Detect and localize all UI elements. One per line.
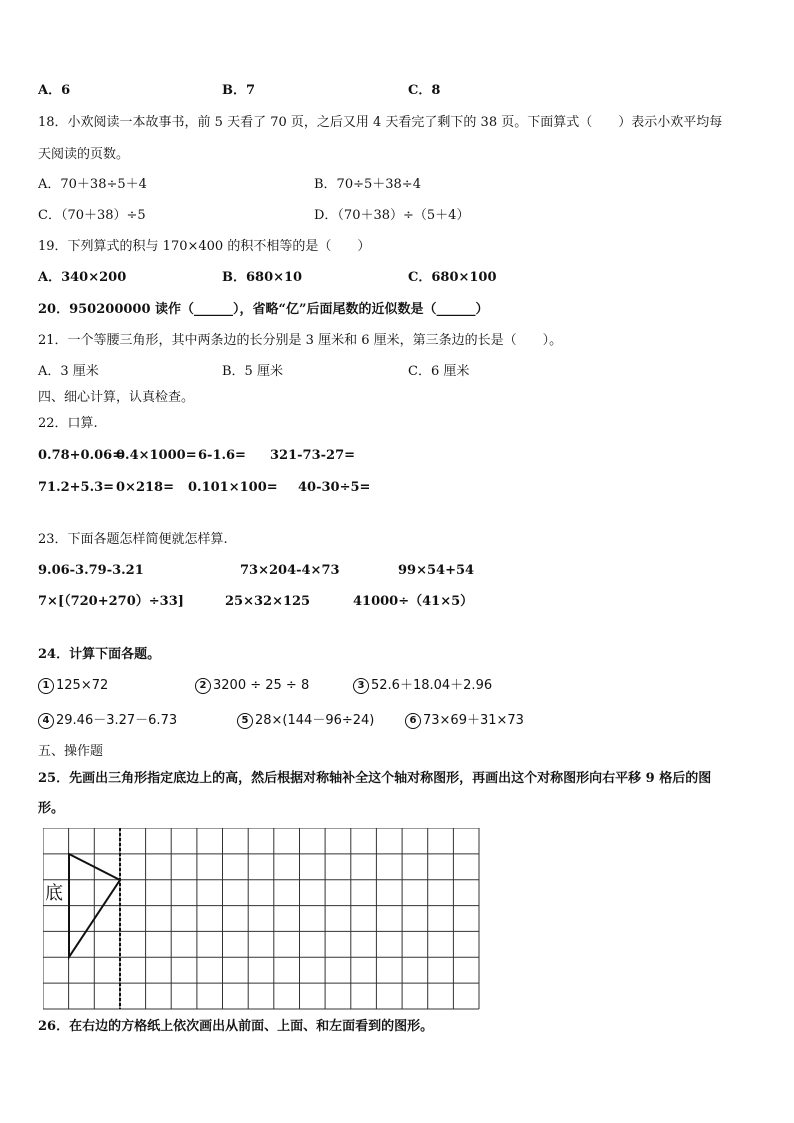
q19-option-a: A．340×200 (38, 270, 127, 285)
q23-title: 23．下面各题怎样简便就怎样算. (38, 532, 228, 547)
q21-question: 21．一个等腰三角形，其中两条边的长分别是 3 厘米和 6 厘米，第三条边的长是（ ）。 (38, 333, 563, 348)
q24-item-6 (405, 712, 524, 730)
q19-option-c: C．680×100 (408, 270, 497, 285)
q18-question-line1: 18．小欢阅读一本故事书，前 5 天看了 70 页，之后又用 4 天看完了剩下的 38 页。下面算式（ ）表示小欢平均每 (38, 115, 723, 130)
q19-question: 19．下列算式的积与 170×400 的积不相等的是（ ） (38, 239, 371, 254)
circled-number: 1 (38, 678, 54, 694)
circled-number: 4 (38, 713, 54, 729)
q22-item: 40-30÷5= (298, 480, 371, 495)
q24-expression: 29.46－3.27－6.73 (56, 713, 178, 728)
q24-expression: 73×69＋31×73 (423, 713, 524, 728)
q18-option-c: C．（70＋38）÷5 (38, 208, 146, 223)
q23-item: 7×[（720+270）÷33] (38, 594, 184, 609)
q24-item-5 (237, 712, 374, 730)
q25-question-line1: 25．先画出三角形指定底边上的高，然后根据对称轴补全这个轴对称图形，再画出这个对称图形向右平移 9 格后的图 (38, 771, 712, 786)
q23-item: 73×204-4×73 (240, 563, 340, 578)
q22-item: 321-73-27= (270, 448, 356, 463)
grid-lines (43, 828, 479, 1009)
q22-title: 22．口算. (38, 416, 98, 431)
q18-option-b: B．70÷5＋38÷4 (314, 177, 421, 192)
q22-item: 71.2+5.3= (38, 480, 115, 495)
q25-question-line2: 形。 (38, 801, 65, 816)
q24-expression: 28×(144－96÷24) (255, 713, 375, 728)
q17-option-b: B．7 (222, 83, 256, 98)
q24-item-2 (195, 677, 309, 695)
grid-paper (43, 828, 480, 1010)
q22-item: 0.78+0.06= (38, 448, 124, 463)
q18-question-line2: 天阅读的页数。 (38, 147, 130, 162)
q24-expression: 3200 ÷ 25 ÷ 8 (213, 678, 310, 693)
section-5-heading: 五、操作题 (38, 744, 104, 759)
circled-number: 6 (405, 713, 421, 729)
circled-number: 3 (353, 678, 369, 694)
q24-expression: 125×72 (56, 678, 109, 693)
q23-item: 41000÷（41×5） (353, 594, 474, 609)
q22-item: 0.101×100= (188, 480, 278, 495)
q19-option-b: B．680×10 (222, 270, 303, 285)
q21-option-a: A．3 厘米 (38, 364, 99, 379)
q22-item: 0.4×1000= (116, 448, 197, 463)
q23-item: 9.06-3.79-3.21 (38, 563, 144, 578)
q26-question: 26．在右边的方格纸上依次画出从前面、上面、和左面看到的图形。 (38, 1019, 434, 1034)
q24-title: 24．计算下面各题。 (38, 647, 161, 662)
q23-item: 25×32×125 (225, 594, 311, 609)
section-4-heading: 四、细心计算，认真检查。 (38, 390, 195, 405)
circled-number: 2 (195, 678, 211, 694)
circled-number: 5 (237, 713, 253, 729)
q21-option-b: B．5 厘米 (222, 364, 283, 379)
q24-item-1 (38, 677, 108, 695)
q21-option-c: C．6 厘米 (408, 364, 470, 379)
q23-item: 99×54+54 (398, 563, 475, 578)
q22-item: 6-1.6= (198, 448, 246, 463)
q22-item: 0×218= (116, 480, 174, 495)
q17-option-a: A．6 (38, 83, 71, 98)
q18-option-d: D．（70＋38）÷（5＋4） (314, 208, 470, 223)
q20-question: 20．950200000 读作（______），省略“亿”后面尾数的近似数是（______） (38, 302, 489, 317)
q24-item-4 (38, 712, 177, 730)
q18-option-a: A．70＋38÷5＋4 (38, 177, 147, 192)
q24-expression: 52.6＋18.04＋2.96 (371, 678, 493, 693)
base-label: 底 (45, 883, 63, 904)
q24-item-3 (353, 677, 492, 695)
q17-option-c: C．8 (408, 83, 441, 98)
